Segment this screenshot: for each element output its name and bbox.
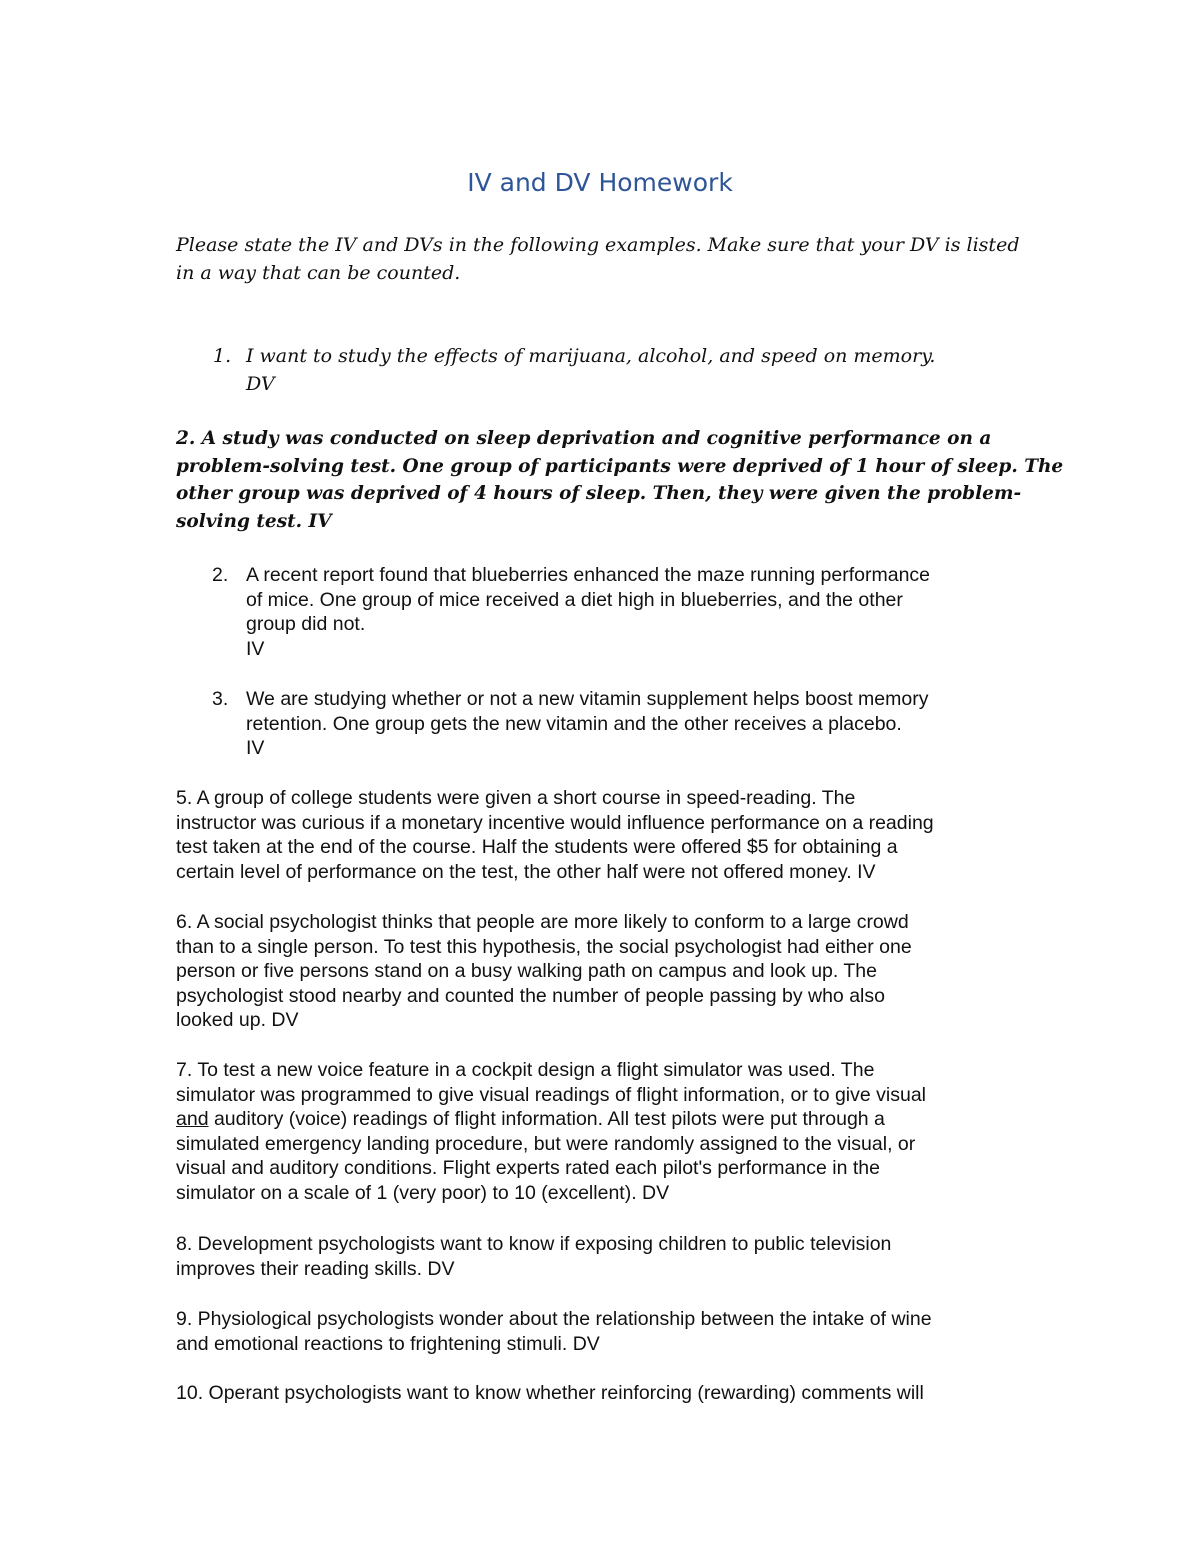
- question-line: certain level of performance on the test, the other half were not offered money. IV: [176, 860, 876, 883]
- question-9: [176, 1307, 932, 1356]
- question-line: [176, 1107, 926, 1132]
- question-3-number: 3.: [212, 688, 229, 710]
- question-2-blueberries: [246, 563, 930, 661]
- question-line: other group was deprived of 4 hours of sleep. Then, they were given the problem-: [176, 483, 1022, 504]
- question-1-number: 1.: [213, 345, 232, 367]
- underlined-word: and: [176, 1108, 209, 1130]
- question-line: 2. A study was conducted on sleep deprivation and cognitive performance on a: [176, 428, 992, 449]
- question-8: [176, 1232, 891, 1281]
- question-line: A recent report found that blueberries enhanced the maze running performance: [246, 564, 931, 586]
- question-line: 5. A group of college students were given a short course in speed-reading. The: [176, 787, 856, 809]
- question-line: solving test. IV: [176, 510, 332, 532]
- question-line: group did not.: [246, 613, 366, 635]
- question-10: [176, 1381, 924, 1406]
- question-line: 10. Operant psychologists want to know whether reinforcing (rewarding) comments will: [176, 1382, 924, 1404]
- question-line: simulator on a scale of 1 (very poor) to 10 (excellent). DV: [176, 1181, 670, 1204]
- question-line: 7. To test a new voice feature in a cockpit design a flight simulator was used. The: [176, 1059, 875, 1081]
- question-text: I want to study the effects of marijuana, alcohol, and speed on memory.: [246, 345, 936, 367]
- instructions-line: Please state the IV and DVs in the following examples. Make sure that your DV is listed: [176, 234, 1020, 256]
- question-line: improves their reading skills. DV: [176, 1257, 455, 1280]
- question-2-sleep: [176, 425, 1063, 535]
- question-answer: DV: [246, 373, 275, 395]
- question-answer: IV: [246, 737, 265, 759]
- question-7: [176, 1058, 926, 1205]
- question-line: test taken at the end of the course. Half the students were offered $5 for obtaining a: [176, 836, 898, 858]
- question-line: 9. Physiological psychologists wonder about the relationship between the intake of wine: [176, 1308, 932, 1330]
- question-line: psychologist stood nearby and counted the number of people passing by who also: [176, 984, 885, 1007]
- question-line: looked up. DV: [176, 1009, 299, 1031]
- instructions-line: in a way that can be counted.: [176, 262, 461, 284]
- question-line: simulated emergency landing procedure, but were randomly assigned to the visual, or: [176, 1132, 916, 1155]
- instructions: [176, 231, 1019, 287]
- question-line: than to a single person. To test this hypothesis, the social psychologist had either one: [176, 935, 912, 958]
- question-1: [246, 342, 935, 398]
- question-3-vitamin: [246, 687, 928, 761]
- question-5: [176, 786, 934, 884]
- question-6: [176, 910, 912, 1033]
- question-line: of mice. One group of mice received a diet high in blueberries, and the other: [246, 588, 903, 611]
- question-line: 6. A social psychologist thinks that people are more likely to conform to a large crowd: [176, 911, 909, 933]
- question-line: retention. One group gets the new vitamin and the other receives a placebo.: [246, 712, 902, 735]
- question-2-number: 2.: [212, 564, 229, 586]
- question-line: We are studying whether or not a new vitamin supplement helps boost memory: [246, 688, 929, 710]
- question-line: simulator was programmed to give visual readings of flight information, or to give visual: [176, 1083, 927, 1106]
- question-line: instructor was curious if a monetary incentive would influence performance on a reading: [176, 811, 934, 834]
- question-line: visual and auditory conditions. Flight experts rated each pilot's performance in the: [176, 1157, 880, 1179]
- question-line: problem-solving test. One group of participants were deprived of 1 hour of sleep. The: [176, 455, 1064, 477]
- question-line-rest: auditory (voice) readings of flight information. All test pilots were put through a: [208, 1108, 885, 1130]
- question-answer: IV: [246, 637, 265, 660]
- page-title: IV and DV Homework: [467, 168, 733, 197]
- question-line: 8. Development psychologists want to know if exposing children to public television: [176, 1233, 892, 1255]
- question-line: and emotional reactions to frightening stimuli. DV: [176, 1332, 600, 1355]
- question-line: person or five persons stand on a busy walking path on campus and look up. The: [176, 960, 877, 982]
